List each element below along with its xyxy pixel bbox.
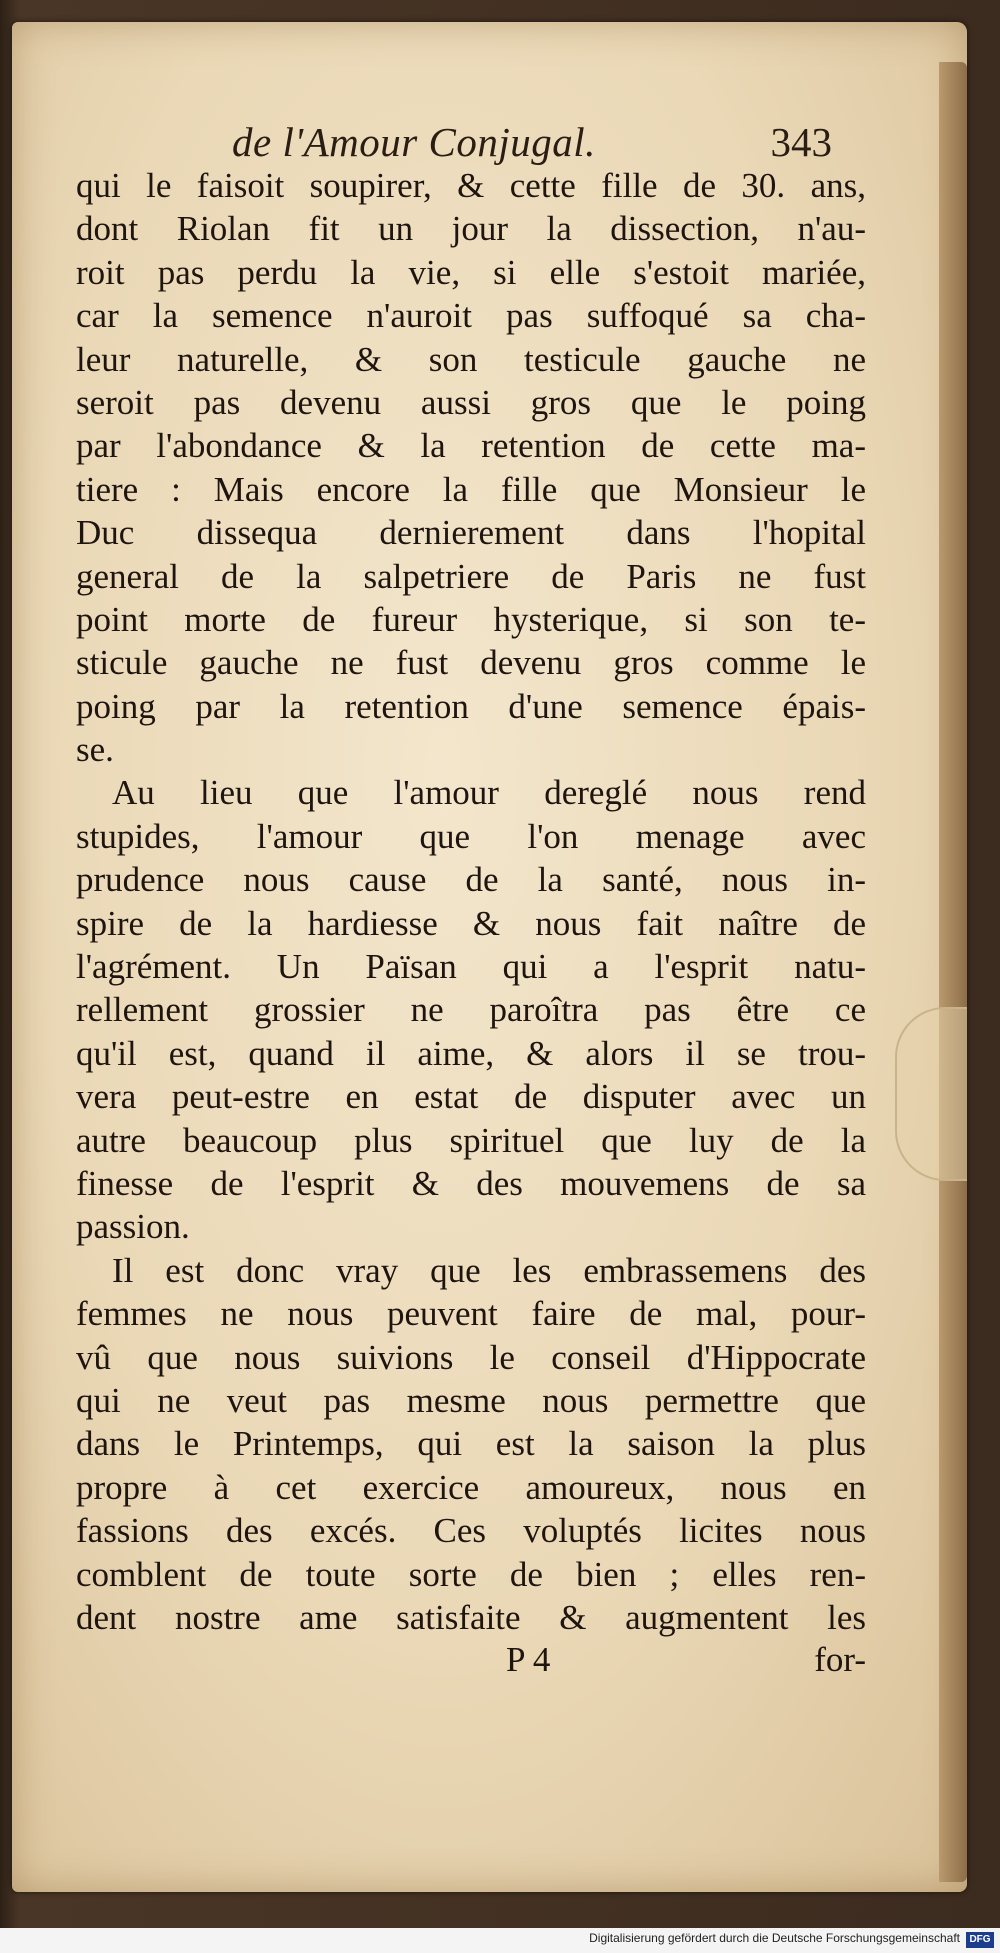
text-line: tiere : Mais encore la fille que Monsieur le xyxy=(76,469,866,509)
text-line: Duc dissequa dernierement dans l'hopital xyxy=(76,513,866,553)
text-line: autre beaucoup plus spirituel que luy de la xyxy=(76,1120,866,1160)
paragraph-start-line: Au lieu que l'amour dereglé nous rend xyxy=(112,773,866,813)
text-line: qui le faisoit soupirer, & cette fille de 30. ans, xyxy=(76,166,866,205)
text-line: finesse de l'esprit & des mouvemens de sa xyxy=(76,1163,866,1203)
running-head-title: de l'Amour Conjugal. xyxy=(232,119,596,165)
text-line: se. xyxy=(76,730,114,770)
text-line: spire de la hardiesse & nous fait naître de xyxy=(76,903,866,943)
dfg-logo: DFG xyxy=(966,1932,994,1948)
text-line: rellement grossier ne paroîtra pas être ce xyxy=(76,990,866,1030)
text-line: qui ne veut pas mesme nous permettre que xyxy=(76,1380,866,1420)
thumb-tab xyxy=(895,1007,967,1181)
text-line: dans le Printemps, qui est la saison la plus xyxy=(76,1424,866,1464)
text-line: vû que nous suivions le conseil d'Hippocrate xyxy=(76,1337,866,1377)
text-line: femmes ne nous peuvent faire de mal, pour- xyxy=(76,1294,866,1334)
text-line: poing par la retention d'une semence épais- xyxy=(76,686,866,726)
catchword: for- xyxy=(814,1640,866,1679)
page-edge xyxy=(939,62,967,1882)
page-number: 343 xyxy=(770,119,832,165)
text-line: seroit pas devenu aussi gros que le poing xyxy=(76,382,866,422)
text-line: roit pas perdu la vie, si elle s'estoit mariée, xyxy=(76,252,866,292)
text-line: fassions des excés. Ces voluptés licites nous xyxy=(76,1511,866,1551)
text-line: stupides, l'amour que l'on menage avec xyxy=(76,816,866,856)
paragraph-start-line: Il est donc vray que les embrassemens des xyxy=(112,1250,866,1290)
text-line: car la semence n'auroit pas suffoqué sa cha- xyxy=(76,296,866,336)
text-line: point morte de fureur hysterique, si son te- xyxy=(76,599,866,639)
signature-mark: P 4 xyxy=(506,1640,551,1679)
text-line: l'agrément. Un Païsan qui a l'esprit natu- xyxy=(76,947,866,987)
text-line: dont Riolan fit un jour la dissection, n'au- xyxy=(76,209,866,249)
text-line: prudence nous cause de la santé, nous in- xyxy=(76,860,866,900)
credit-text: Digitalisierung gefördert durch die Deutsche Forschungsgemeinschaft xyxy=(589,1931,960,1945)
text-line: passion. xyxy=(76,1207,190,1247)
text-line: leur naturelle, & son testicule gauche ne xyxy=(76,339,866,379)
credit-bar xyxy=(0,1928,1000,1953)
text-line: par l'abondance & la retention de cette ma- xyxy=(76,426,866,466)
page-footer xyxy=(76,1640,866,1690)
text-line: dent nostre ame satisfaite & augmentent les xyxy=(76,1597,866,1637)
text-line: qu'il est, quand il aime, & alors il se trou- xyxy=(76,1033,866,1073)
text-line: general de la salpetriere de Paris ne fust xyxy=(76,556,866,596)
body-text xyxy=(76,164,866,1639)
text-line: sticule gauche ne fust devenu gros comme le xyxy=(76,643,866,683)
text-line: vera peut-estre en estat de disputer avec un xyxy=(76,1077,866,1117)
text-line: comblent de toute sorte de bien ; elles ren- xyxy=(76,1554,866,1594)
text-line: propre à cet exercice amoureux, nous en xyxy=(76,1467,866,1507)
